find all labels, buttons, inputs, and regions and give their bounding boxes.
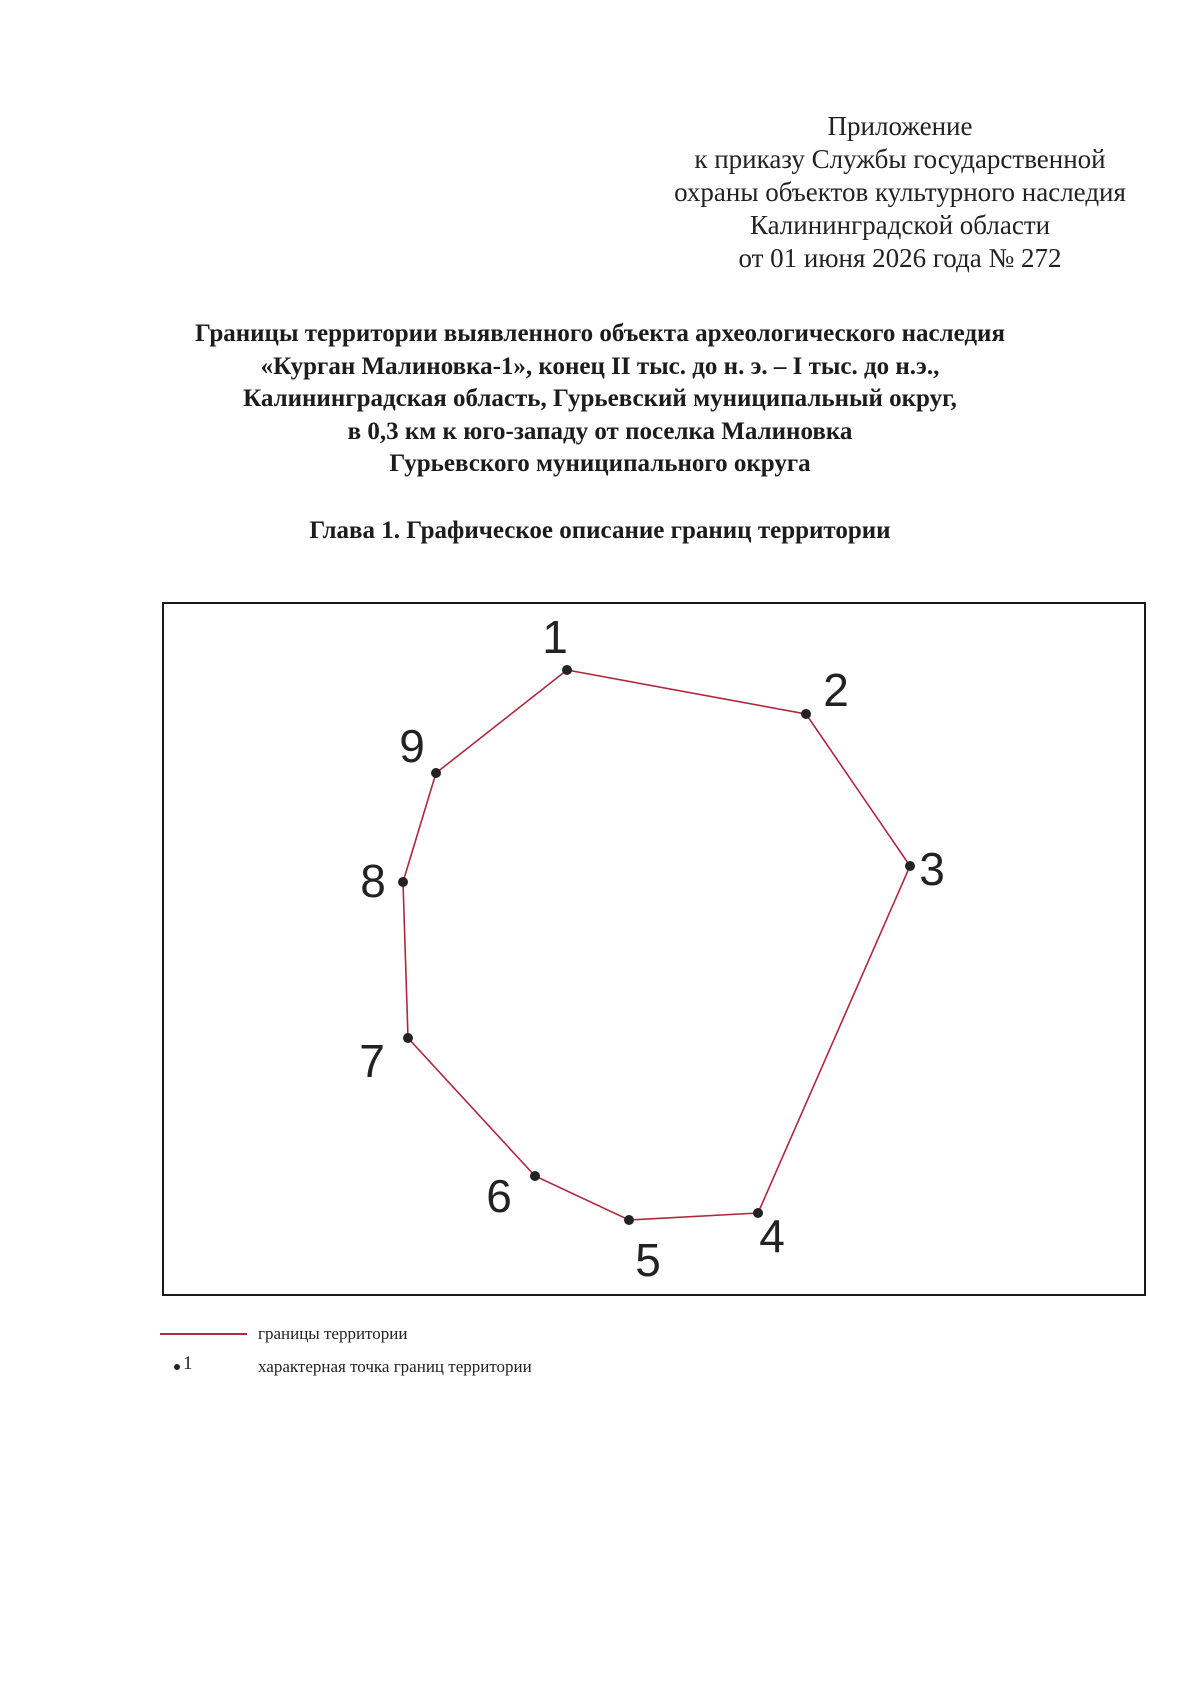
map-frame-border	[163, 603, 1145, 1295]
boundary-point-label-1: 1	[542, 611, 568, 663]
boundary-points	[359, 611, 945, 1286]
appendix-line: Калининградской области	[749, 210, 1051, 240]
boundary-point-label-3: 3	[919, 843, 945, 895]
boundary-point-6	[530, 1171, 540, 1181]
title-line: Границы территории выявленного объекта археологического наследия	[195, 320, 1005, 347]
boundary-point-2	[801, 709, 811, 719]
boundary-point-3	[905, 861, 915, 871]
boundary-point-label-9: 9	[399, 720, 425, 772]
boundary-point-label-5: 5	[635, 1234, 661, 1286]
boundary-point-label-7: 7	[359, 1035, 385, 1087]
legend-point-marker	[174, 1364, 180, 1370]
title-line: Гурьевского муниципального округа	[389, 450, 811, 477]
appendix-line: к приказу Службы государственной	[694, 144, 1106, 174]
title-line: Калининградская область, Гурьевский муниципальный округ,	[243, 385, 957, 412]
boundary-point-label-4: 4	[759, 1210, 785, 1262]
title-line: в 0,3 км к юго-западу от поселка Малиновка	[347, 417, 853, 445]
boundary-point-label-6: 6	[486, 1170, 512, 1222]
boundary-point-7	[403, 1033, 413, 1043]
title-line: «Курган Малиновка-1», конец II тыс. до н. э. – I тыс. до н.э.,	[260, 352, 940, 380]
legend-point-label: характерная точка границ территории	[258, 1357, 532, 1376]
boundary-point-9	[431, 768, 441, 778]
legend-boundary-label: границы территории	[258, 1324, 408, 1343]
legend-point-row	[160, 1353, 760, 1383]
chapter-heading: Глава 1. Графическое описание границ территории	[309, 517, 891, 544]
legend-boundary-row	[160, 1320, 760, 1350]
legend-boundary-line	[160, 1333, 247, 1335]
boundary-point-label-8: 8	[360, 855, 386, 907]
boundary-point-5	[624, 1215, 634, 1225]
territory-boundary	[403, 670, 910, 1220]
appendix-line: Приложение	[827, 111, 973, 141]
legend-point-number: 1	[183, 1353, 193, 1374]
boundary-point-1	[562, 665, 572, 675]
appendix-line: от 01 июня 2026 года № 272	[738, 243, 1062, 273]
boundary-point-8	[398, 877, 408, 887]
boundary-point-label-2: 2	[823, 664, 849, 716]
appendix-line: охраны объектов культурного наследия	[674, 177, 1126, 207]
